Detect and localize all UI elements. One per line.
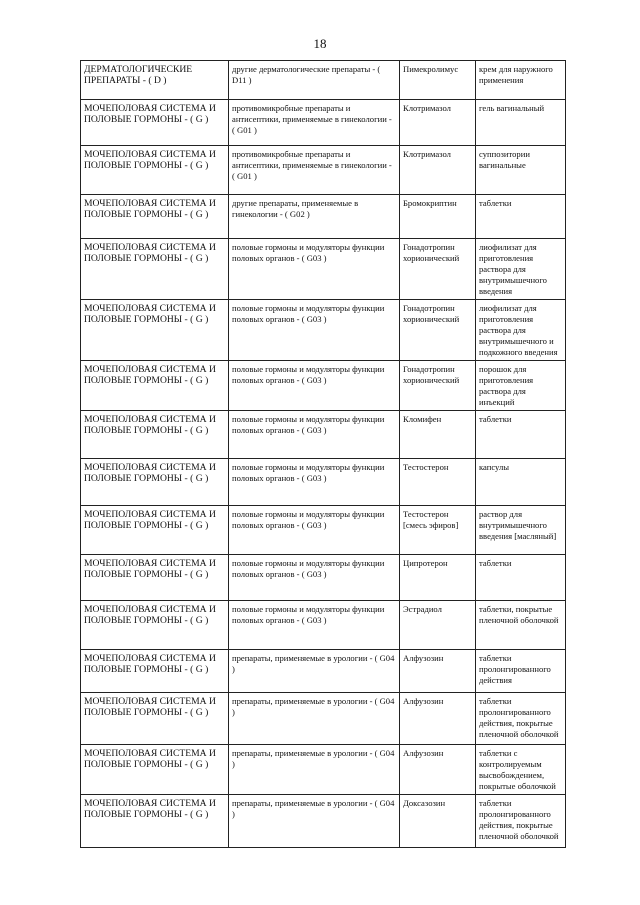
substance-cell: Алфузозин xyxy=(400,745,476,795)
drug-table xyxy=(80,60,566,848)
table-row xyxy=(81,506,566,555)
dosage-form-cell: таблетки, покрытые пленочной оболочкой xyxy=(476,601,566,650)
substance-cell: Гонадотропин хорионический xyxy=(400,300,476,361)
table-row xyxy=(81,693,566,745)
table-row xyxy=(81,195,566,239)
substance-cell: Тестостерон [смесь эфиров] xyxy=(400,506,476,555)
dosage-form-cell: раствор для внутримышечного введения [масляный] xyxy=(476,506,566,555)
substance-cell: Тестостерон xyxy=(400,459,476,506)
table-row xyxy=(81,795,566,848)
table-row xyxy=(81,239,566,300)
therapeutic-subgroup-cell: другие препараты, применяемые в гинекологии - ( G02 ) xyxy=(229,195,400,239)
anatomical-group-cell: МОЧЕПОЛОВАЯ СИСТЕМА И ПОЛОВЫЕ ГОРМОНЫ - ( G ) xyxy=(81,300,229,361)
dosage-form-cell: лиофилизат для приготовления раствора для внутримышечного и подкожного введения xyxy=(476,300,566,361)
substance-cell: Алфузозин xyxy=(400,650,476,693)
therapeutic-subgroup-cell: половые гормоны и модуляторы функции половых органов - ( G03 ) xyxy=(229,411,400,459)
table-row xyxy=(81,361,566,411)
table-row xyxy=(81,146,566,195)
substance-cell: Пимекролимус xyxy=(400,61,476,100)
therapeutic-subgroup-cell: половые гормоны и модуляторы функции половых органов - ( G03 ) xyxy=(229,555,400,601)
dosage-form-cell: лиофилизат для приготовления раствора для внутримышечного введения xyxy=(476,239,566,300)
substance-cell: Доксазозин xyxy=(400,795,476,848)
substance-cell: Гонадотропин хорионический xyxy=(400,239,476,300)
anatomical-group-cell: МОЧЕПОЛОВАЯ СИСТЕМА И ПОЛОВЫЕ ГОРМОНЫ - ( G ) xyxy=(81,146,229,195)
therapeutic-subgroup-cell: препараты, применяемые в урологии - ( G04 ) xyxy=(229,693,400,745)
substance-cell: Эстрадиол xyxy=(400,601,476,650)
anatomical-group-cell: МОЧЕПОЛОВАЯ СИСТЕМА И ПОЛОВЫЕ ГОРМОНЫ - ( G ) xyxy=(81,361,229,411)
table-row xyxy=(81,61,566,100)
substance-cell: Клотримазол xyxy=(400,146,476,195)
dosage-form-cell: капсулы xyxy=(476,459,566,506)
therapeutic-subgroup-cell: половые гормоны и модуляторы функции половых органов - ( G03 ) xyxy=(229,459,400,506)
anatomical-group-cell: МОЧЕПОЛОВАЯ СИСТЕМА И ПОЛОВЫЕ ГОРМОНЫ - ( G ) xyxy=(81,745,229,795)
page-number: 18 xyxy=(313,36,327,51)
therapeutic-subgroup-cell: половые гормоны и модуляторы функции половых органов - ( G03 ) xyxy=(229,361,400,411)
anatomical-group-cell: МОЧЕПОЛОВАЯ СИСТЕМА И ПОЛОВЫЕ ГОРМОНЫ - ( G ) xyxy=(81,506,229,555)
table-row xyxy=(81,601,566,650)
dosage-form-cell: суппозитории вагинальные xyxy=(476,146,566,195)
therapeutic-subgroup-cell: препараты, применяемые в урологии - ( G04 ) xyxy=(229,795,400,848)
table-row xyxy=(81,650,566,693)
substance-cell: Ципротерон xyxy=(400,555,476,601)
substance-cell: Алфузозин xyxy=(400,693,476,745)
dosage-form-cell: крем для наружного применения xyxy=(476,61,566,100)
anatomical-group-cell: МОЧЕПОЛОВАЯ СИСТЕМА И ПОЛОВЫЕ ГОРМОНЫ - ( G ) xyxy=(81,555,229,601)
dosage-form-cell: таблетки пролонгированного действия, покрытые пленочной оболочкой xyxy=(476,693,566,745)
table-row xyxy=(81,100,566,146)
table-row xyxy=(81,555,566,601)
table-row xyxy=(81,459,566,506)
anatomical-group-cell: МОЧЕПОЛОВАЯ СИСТЕМА И ПОЛОВЫЕ ГОРМОНЫ - ( G ) xyxy=(81,459,229,506)
therapeutic-subgroup-cell: противомикробные препараты и антисептики, применяемые в гинекологии - ( G01 ) xyxy=(229,146,400,195)
therapeutic-subgroup-cell: другие дерматологические препараты - ( D11 ) xyxy=(229,61,400,100)
therapeutic-subgroup-cell: половые гормоны и модуляторы функции половых органов - ( G03 ) xyxy=(229,506,400,555)
table-row xyxy=(81,745,566,795)
dosage-form-cell: таблетки пролонгированного действия, покрытые пленочной оболочкой xyxy=(476,795,566,848)
anatomical-group-cell: МОЧЕПОЛОВАЯ СИСТЕМА И ПОЛОВЫЕ ГОРМОНЫ - ( G ) xyxy=(81,239,229,300)
dosage-form-cell: таблетки xyxy=(476,411,566,459)
anatomical-group-cell: ДЕРМАТОЛОГИЧЕСКИЕ ПРЕПАРАТЫ - ( D ) xyxy=(81,61,229,100)
dosage-form-cell: таблетки xyxy=(476,195,566,239)
anatomical-group-cell: МОЧЕПОЛОВАЯ СИСТЕМА И ПОЛОВЫЕ ГОРМОНЫ - ( G ) xyxy=(81,795,229,848)
anatomical-group-cell: МОЧЕПОЛОВАЯ СИСТЕМА И ПОЛОВЫЕ ГОРМОНЫ - ( G ) xyxy=(81,601,229,650)
table-row xyxy=(81,300,566,361)
anatomical-group-cell: МОЧЕПОЛОВАЯ СИСТЕМА И ПОЛОВЫЕ ГОРМОНЫ - ( G ) xyxy=(81,411,229,459)
therapeutic-subgroup-cell: половые гормоны и модуляторы функции половых органов - ( G03 ) xyxy=(229,601,400,650)
therapeutic-subgroup-cell: препараты, применяемые в урологии - ( G04 ) xyxy=(229,650,400,693)
dosage-form-cell: порошок для приготовления раствора для инъекций xyxy=(476,361,566,411)
anatomical-group-cell: МОЧЕПОЛОВАЯ СИСТЕМА И ПОЛОВЫЕ ГОРМОНЫ - ( G ) xyxy=(81,100,229,146)
anatomical-group-cell: МОЧЕПОЛОВАЯ СИСТЕМА И ПОЛОВЫЕ ГОРМОНЫ - ( G ) xyxy=(81,195,229,239)
dosage-form-cell: таблетки xyxy=(476,555,566,601)
therapeutic-subgroup-cell: половые гормоны и модуляторы функции половых органов - ( G03 ) xyxy=(229,300,400,361)
anatomical-group-cell: МОЧЕПОЛОВАЯ СИСТЕМА И ПОЛОВЫЕ ГОРМОНЫ - ( G ) xyxy=(81,650,229,693)
anatomical-group-cell: МОЧЕПОЛОВАЯ СИСТЕМА И ПОЛОВЫЕ ГОРМОНЫ - ( G ) xyxy=(81,693,229,745)
therapeutic-subgroup-cell: препараты, применяемые в урологии - ( G04 ) xyxy=(229,745,400,795)
dosage-form-cell: гель вагинальный xyxy=(476,100,566,146)
dosage-form-cell: таблетки с контролируемым высвобождением, покрытые оболочкой xyxy=(476,745,566,795)
therapeutic-subgroup-cell: противомикробные препараты и антисептики, применяемые в гинекологии - ( G01 ) xyxy=(229,100,400,146)
substance-cell: Кломифен xyxy=(400,411,476,459)
dosage-form-cell: таблетки пролонгированного действия xyxy=(476,650,566,693)
table-row xyxy=(81,411,566,459)
substance-cell: Бромокриптин xyxy=(400,195,476,239)
therapeutic-subgroup-cell: половые гормоны и модуляторы функции половых органов - ( G03 ) xyxy=(229,239,400,300)
substance-cell: Гонадотропин хорионический xyxy=(400,361,476,411)
substance-cell: Клотримазол xyxy=(400,100,476,146)
